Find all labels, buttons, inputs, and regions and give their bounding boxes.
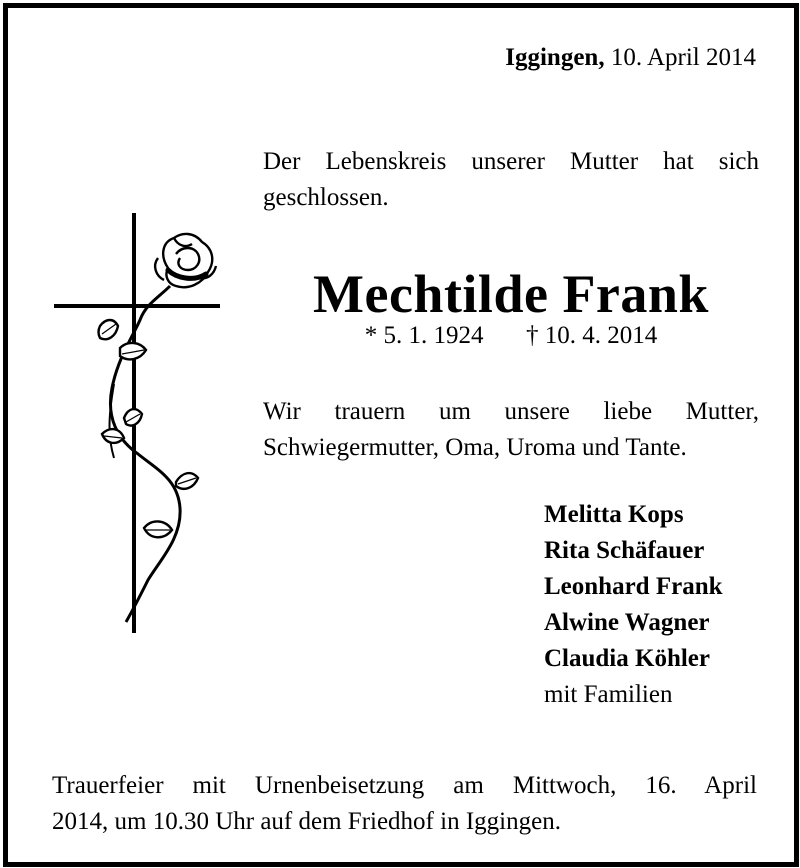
- family-member: Rita Schäfauer: [544, 537, 705, 564]
- service-line-2: 2014, um 10.30 Uhr auf dem Friedhof in Iggingen.: [52, 808, 561, 835]
- service-line-1: Trauerfeier mit Urnenbeisetzung am Mittwoch, 16. April: [52, 772, 757, 799]
- dateline-date: 10. April 2014: [610, 44, 756, 71]
- family-member: Leonhard Frank: [544, 573, 723, 600]
- death-date: † 10. 4. 2014: [526, 322, 658, 349]
- obituary-notice: [3, 3, 799, 867]
- family-member: Claudia Köhler: [544, 645, 710, 672]
- family-suffix: mit Familien: [544, 681, 673, 708]
- intro-text: Der Lebenskreis unserer Mutter hat sich geschlossen.: [263, 148, 759, 211]
- cross-with-rose-icon: [48, 208, 228, 638]
- life-dates: [263, 322, 759, 350]
- deceased-name: Mechtilde Frank: [313, 264, 709, 324]
- dateline: [505, 44, 756, 72]
- service-announcement: [52, 768, 757, 840]
- mourning-text: [263, 394, 759, 466]
- family-member: Melitta Kops: [544, 501, 684, 528]
- family-member: Alwine Wagner: [544, 609, 710, 636]
- family-list: [544, 497, 723, 713]
- dateline-place: Iggingen,: [505, 44, 605, 71]
- mourning-line-1: Wir trauern um unsere liebe Mutter,: [263, 398, 759, 425]
- mourning-line-2: Schwiegermutter, Oma, Uroma und Tante.: [263, 434, 687, 461]
- birth-date: * 5. 1. 1924: [364, 322, 484, 349]
